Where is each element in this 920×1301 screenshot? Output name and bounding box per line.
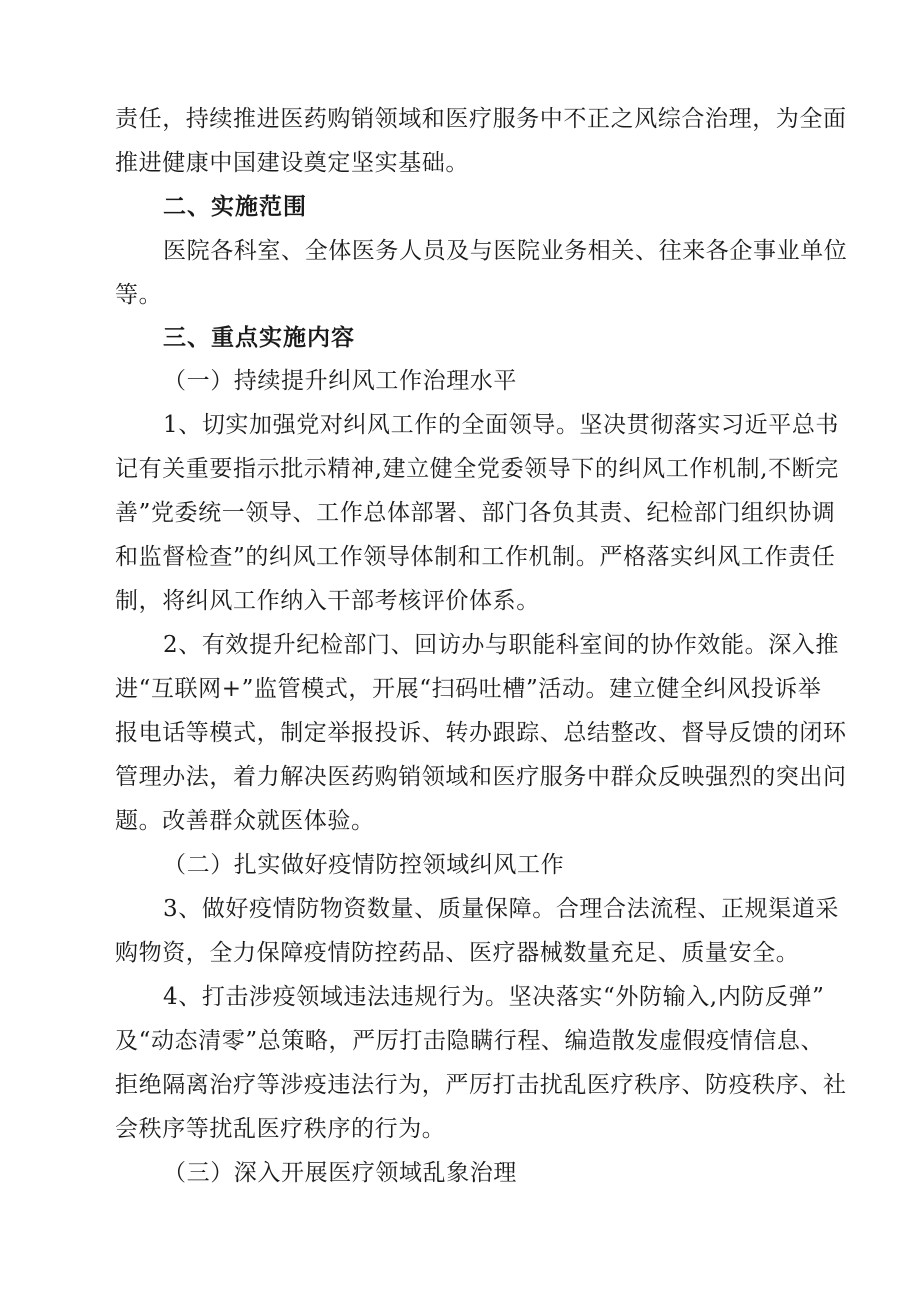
- paragraph-line: 会秩序等扰乱医疗秩序的行为。: [115, 1116, 446, 1142]
- paragraph-line: 拒绝隔离治疗等涉疫违法行为，严厉打击扰乱医疗秩序、防疫秩序、社: [115, 1072, 847, 1098]
- subsection-heading-2: （二）扎实做好疫情防控领域纠风工作: [163, 852, 565, 878]
- paragraph-line: 善”党委统一领导、工作总体部署、部门各负其责、纪检部门组织协调: [115, 500, 836, 526]
- paragraph-line: 报电话等模式，制定举报投诉、转办跟踪、总结整改、督导反馈的闭环: [115, 720, 847, 746]
- subsection-heading-1: （一）持续提升纠风工作治理水平: [163, 368, 517, 394]
- paragraph-line: 1、切实加强党对纠风工作的全面领导。坚决贯彻落实习近平总书: [163, 412, 840, 438]
- paragraph-line: 2、有效提升纪检部门、回访办与职能科室间的协作效能。深入推: [163, 632, 840, 658]
- paragraph-line: 制，将纠风工作纳入干部考核评价体系。: [115, 588, 540, 614]
- paragraph-line: 记有关重要指示批示精神,建立健全党委领导下的纠风工作机制,不断完: [115, 456, 839, 482]
- paragraph-line: 4、打击涉疫领域违法违规行为。坚决落实“外防输入,内防反弹”: [163, 984, 825, 1010]
- section-heading-key-content: 三、重点实施内容: [163, 325, 355, 351]
- paragraph-line: 及“动态清零”总策略，严厉打击隐瞒行程、编造散发虚假疫情信息、: [115, 1028, 825, 1054]
- paragraph-line: 推进健康中国建设奠定坚实基础。: [115, 150, 469, 176]
- paragraph-line: 3、做好疫情防物资数量、质量保障。合理合法流程、正规渠道采: [163, 896, 840, 922]
- paragraph-line: 等。: [115, 282, 163, 308]
- paragraph-line: 责任，持续推进医药购销领域和医疗服务中不正之风综合治理，为全面: [115, 106, 847, 132]
- section-heading-scope: 二、实施范围: [163, 194, 307, 220]
- subsection-heading-3: （三）深入开展医疗领域乱象治理: [163, 1160, 517, 1186]
- paragraph-line: 进“互联网+”监管模式，开展“扫码吐槽”活动。建立健全纠风投诉举: [115, 676, 822, 702]
- paragraph-line: 题。改善群众就医体验。: [115, 808, 375, 834]
- paragraph-line: 管理办法，着力解决医药购销领域和医疗服务中群众反映强烈的突出问: [115, 764, 847, 790]
- paragraph-line: 医院各科室、全体医务人员及与医院业务相关、往来各企事业单位: [163, 238, 848, 264]
- paragraph-line: 和监督检查”的纠风工作领导体制和工作机制。严格落实纠风工作责任: [115, 544, 836, 570]
- paragraph-line: 购物资，全力保障疫情防控药品、医疗器械数量充足、质量安全。: [115, 940, 800, 966]
